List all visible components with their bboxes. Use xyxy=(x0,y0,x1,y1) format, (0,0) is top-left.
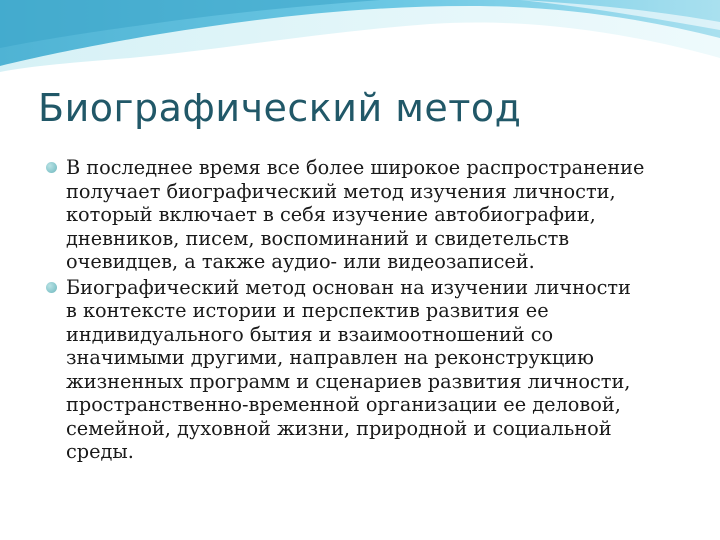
bullet-line: значимыми другими, направлен на реконструкцию xyxy=(66,346,594,369)
round-bullet-icon xyxy=(46,162,57,173)
bullet-line: пространственно-временной организации ее деловой, xyxy=(66,393,621,416)
bullet-line: очевидцев, а также аудио- или видеозаписей. xyxy=(66,250,535,273)
bullet-line: жизненных программ и сценариев развития личности, xyxy=(66,369,631,393)
bullet-line: который включает в себя изучение автобиографии, xyxy=(66,203,596,226)
bullet-line: семейной, духовной жизни, природной и социальной xyxy=(66,416,612,440)
round-bullet-icon xyxy=(46,282,57,293)
bullet-line: индивидуального бытия и взаимоотношений со xyxy=(66,322,554,346)
bullet-line: в контексте истории и перспектив развития ее xyxy=(66,299,549,322)
bullet-line: среды. xyxy=(66,440,134,463)
bullet-item xyxy=(46,156,686,274)
bullet-line: дневников, писем, воспоминаний и свидетельств xyxy=(66,226,570,250)
bullet-line: получает биографический метод изучения личности, xyxy=(66,179,616,203)
bullet-line: В последнее время все более широкое распространение xyxy=(66,156,645,179)
header-wave-decoration xyxy=(0,0,720,90)
bullet-list xyxy=(46,156,686,466)
bullet-line: Биографический метод основан на изучении личности xyxy=(66,275,631,299)
slide-title: Биографический метод xyxy=(38,86,522,130)
bullet-item xyxy=(46,276,686,464)
